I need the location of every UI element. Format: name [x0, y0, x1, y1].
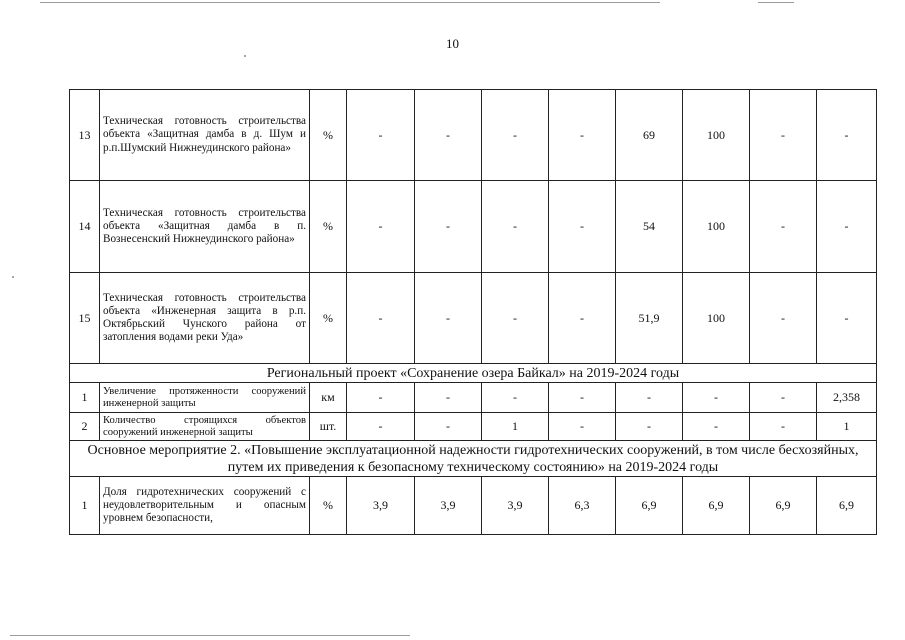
value-cell: 100	[683, 273, 750, 364]
scan-artifact-top-mark	[758, 2, 794, 3]
indicator-name: Увеличение протяженности сооружений инженерной защиты	[100, 383, 310, 413]
value-cell: 6,9	[750, 477, 817, 535]
value-cell: -	[415, 90, 482, 181]
unit-cell: шт.	[310, 413, 347, 441]
value-cell: -	[415, 273, 482, 364]
value-cell: -	[817, 181, 877, 273]
value-cell: -	[415, 413, 482, 441]
value-cell: -	[347, 273, 415, 364]
value-cell: -	[817, 90, 877, 181]
value-cell: 2,358	[817, 383, 877, 413]
value-cell: 54	[616, 181, 683, 273]
value-cell: -	[683, 413, 750, 441]
page-number: 10	[446, 36, 459, 51]
value-cell: 3,9	[347, 477, 415, 535]
indicator-name: Техническая готовность строительства объекта «Защитная дамба в п. Вознесенский Нижнеудинского района»	[100, 181, 310, 273]
unit-cell: %	[310, 181, 347, 273]
value-cell: -	[616, 413, 683, 441]
table-row	[70, 181, 877, 273]
value-cell: -	[549, 181, 616, 273]
table-row	[70, 90, 877, 181]
value-cell: -	[415, 181, 482, 273]
row-number: 1	[70, 477, 100, 535]
indicators-table	[69, 89, 877, 535]
value-cell: 3,9	[415, 477, 482, 535]
value-cell: 100	[683, 181, 750, 273]
value-cell: 6,9	[817, 477, 877, 535]
row-number: 14	[70, 181, 100, 273]
section-header-row	[70, 441, 877, 477]
table-row	[70, 383, 877, 413]
scan-artifact-dot	[12, 276, 14, 278]
value-cell: -	[549, 413, 616, 441]
row-number: 2	[70, 413, 100, 441]
value-cell: -	[482, 90, 549, 181]
value-cell: -	[482, 383, 549, 413]
value-cell: -	[347, 413, 415, 441]
table-row	[70, 273, 877, 364]
value-cell: -	[549, 273, 616, 364]
value-cell: 3,9	[482, 477, 549, 535]
value-cell: 6,9	[616, 477, 683, 535]
scan-artifact-dot	[244, 55, 246, 57]
value-cell: 6,9	[683, 477, 750, 535]
indicator-name: Техническая готовность строительства объекта «Инженерная защита в р.п. Октябрьский Чунского района от затопления водами реки Уда»	[100, 273, 310, 364]
table-row	[70, 413, 877, 441]
value-cell: -	[415, 383, 482, 413]
value-cell: -	[750, 413, 817, 441]
value-cell: 100	[683, 90, 750, 181]
value-cell: -	[616, 383, 683, 413]
indicator-name: Количество строящихся объектов сооружений инженерной защиты	[100, 413, 310, 441]
row-number: 13	[70, 90, 100, 181]
value-cell: -	[683, 383, 750, 413]
scan-artifact-bottom-line	[10, 635, 410, 636]
value-cell: 51,9	[616, 273, 683, 364]
value-cell: -	[347, 90, 415, 181]
value-cell: -	[750, 383, 817, 413]
value-cell: -	[750, 181, 817, 273]
value-cell: -	[482, 273, 549, 364]
value-cell: 1	[482, 413, 549, 441]
row-number: 1	[70, 383, 100, 413]
value-cell: -	[482, 181, 549, 273]
unit-cell: %	[310, 90, 347, 181]
value-cell: -	[750, 273, 817, 364]
indicator-name: Доля гидротехнических сооружений с неудовлетворительным и опасным уровнем безопасности,	[100, 477, 310, 535]
scan-artifact-top-line	[40, 2, 660, 3]
value-cell: -	[347, 383, 415, 413]
indicator-name: Техническая готовность строительства объекта «Защитная дамба в д. Шум и р.п.Шумский Нижнеудинского района»	[100, 90, 310, 181]
section-title-event-2: Основное мероприятие 2. «Повышение эксплуатационной надежности гидротехнических сооружений, в том числе бесхозяйных, путем их приведения к безопасному техническому состоянию» на 2019-2024 годы	[70, 441, 877, 477]
row-number: 15	[70, 273, 100, 364]
table-row	[70, 477, 877, 535]
unit-cell: км	[310, 383, 347, 413]
value-cell: -	[549, 383, 616, 413]
value-cell: -	[549, 90, 616, 181]
unit-cell: %	[310, 273, 347, 364]
value-cell: 1	[817, 413, 877, 441]
section-title-baikal: Региональный проект «Сохранение озера Байкал» на 2019-2024 годы	[70, 364, 877, 383]
section-header-row	[70, 364, 877, 383]
value-cell: -	[750, 90, 817, 181]
value-cell: -	[817, 273, 877, 364]
value-cell: 69	[616, 90, 683, 181]
value-cell: -	[347, 181, 415, 273]
unit-cell: %	[310, 477, 347, 535]
value-cell: 6,3	[549, 477, 616, 535]
